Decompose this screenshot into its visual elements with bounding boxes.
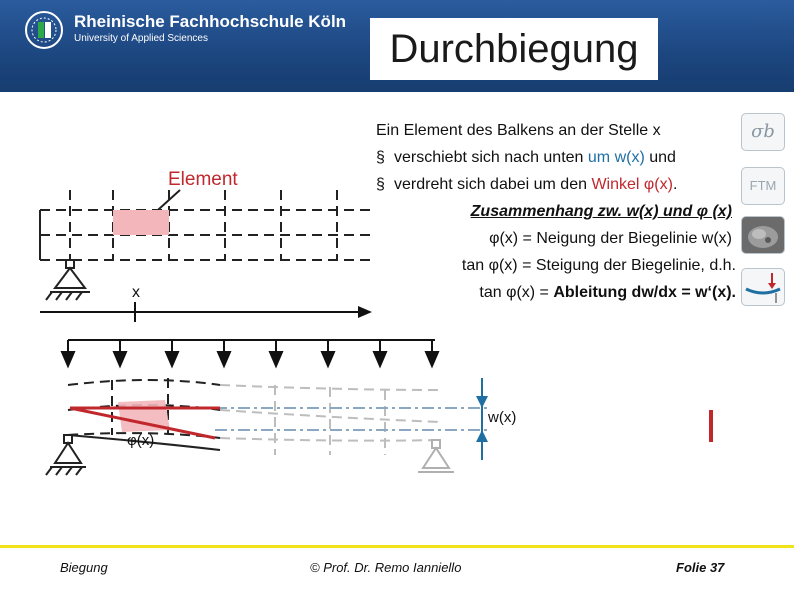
relation-line-3	[479, 284, 736, 302]
ftm-icon[interactable]	[741, 167, 785, 205]
bullet-marker: §	[376, 149, 385, 166]
left-support-deflected	[46, 435, 86, 475]
relation-heading: Zusammenhang zw. w(x) und φ (x)	[470, 203, 732, 220]
university-name: Rheinische Fachhochschule Köln	[74, 12, 347, 31]
bullet-1	[376, 149, 676, 167]
element-label: Element	[168, 169, 238, 190]
w-arrow-head-bottom	[476, 430, 488, 442]
deflected-beam-grey	[220, 385, 440, 455]
bullet-2-text: verdreht sich dabei um den	[394, 176, 592, 193]
relation-line-1: φ(x) = Neigung der Biegelinie w(x)	[489, 230, 732, 247]
footer-topic: Biegung	[60, 560, 108, 575]
beam-element	[113, 210, 169, 235]
slide-title: Durchbiegung	[389, 27, 639, 71]
bullet-2-suffix: .	[672, 176, 678, 193]
rock-icon[interactable]	[741, 216, 785, 254]
distributed-load	[62, 340, 438, 366]
relation-line-3-prefix: tan φ(x) =	[479, 284, 554, 301]
footer-slide-number: Folie 37	[676, 560, 725, 575]
deflection-diagram	[40, 330, 540, 500]
relation-line-3-bold: Ableitung dw/dx = w‘(x).	[553, 284, 736, 301]
relation-line-2: tan φ(x) = Steigung der Biegelinie, d.h.	[461, 257, 736, 274]
bullet-marker: §	[376, 176, 385, 193]
w-arrow-head	[476, 396, 488, 408]
rock-icon-graphic	[742, 217, 784, 253]
ftm-icon-label: FTM	[749, 178, 777, 193]
left-support	[46, 260, 90, 300]
sigma-icon-label: σb	[751, 121, 775, 142]
footer-line	[0, 545, 794, 548]
red-marker	[709, 410, 713, 442]
rfh-logo-icon	[24, 10, 64, 50]
w-label: w(x)	[488, 409, 517, 426]
beam-icon-graphic	[742, 269, 784, 305]
university-subtitle: University of Applied Sciences	[74, 33, 208, 44]
beam-grid	[40, 190, 375, 260]
bullet-1-text: verschiebt sich nach unten	[394, 149, 588, 166]
intro-line: Ein Element des Balkens an der Stelle x	[376, 122, 661, 139]
bullet-2-highlight: Winkel φ(x)	[591, 176, 673, 193]
reference-lines	[215, 408, 490, 430]
x-axis-arrowhead	[358, 306, 372, 318]
sigma-icon[interactable]	[741, 113, 785, 151]
bullet-1-suffix: und	[644, 149, 676, 166]
right-support-deflected	[418, 440, 454, 472]
bullet-1-highlight: um w(x)	[587, 149, 645, 166]
x-label: x	[132, 284, 140, 301]
header-banner	[0, 0, 794, 92]
phi-label: φ(x)	[127, 432, 155, 449]
bullet-2	[376, 176, 677, 194]
beam-icon[interactable]	[741, 268, 785, 306]
footer-author: © Prof. Dr. Remo Ianniello	[310, 560, 462, 575]
title-box	[370, 18, 658, 80]
